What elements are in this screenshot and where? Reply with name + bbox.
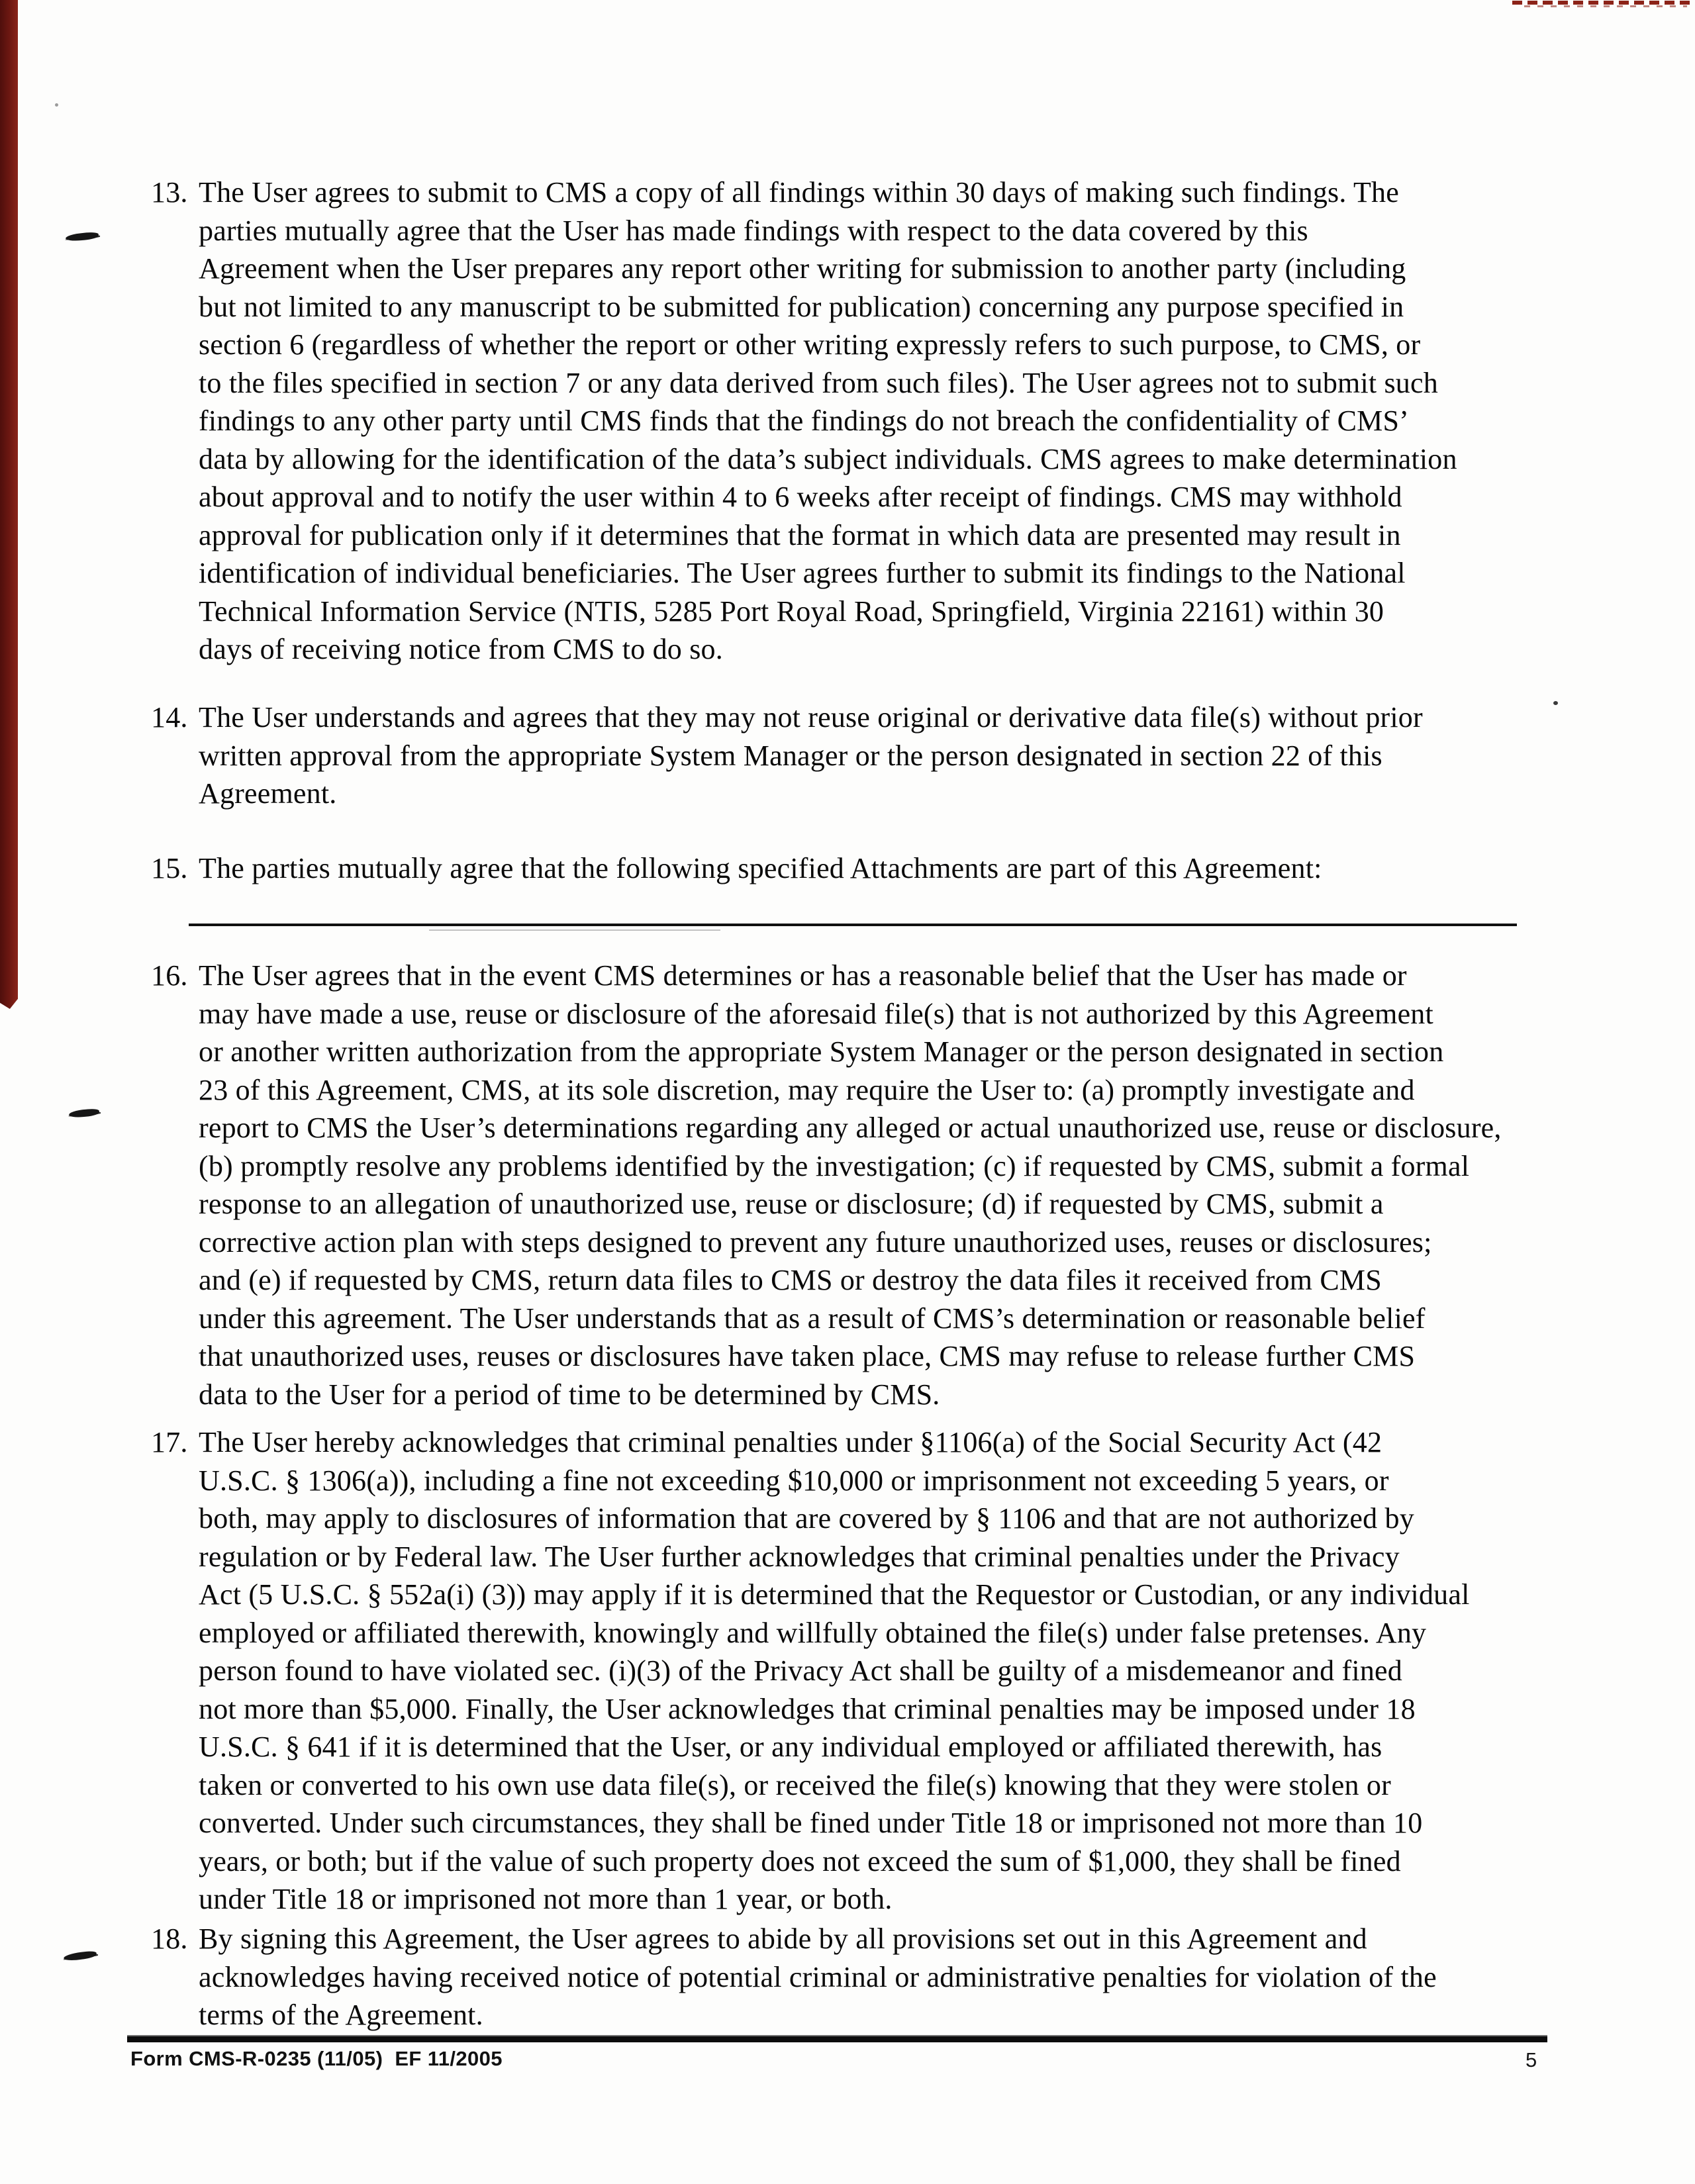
paragraph-line: (b) promptly resolve any problems identified by the investigation; (c) if requested by CMS, submit a formal (199, 1149, 1470, 1182)
paragraph-line: response to an allegation of unauthorized use, reuse or disclosure; (d) if requested by CMS, submit a (199, 1188, 1384, 1220)
paragraph-line: By signing this Agreement, the User agrees to abide by all provisions set out in this Agreement and (199, 1923, 1367, 1955)
paragraph-line: Act (5 U.S.C. § 552a(i) (3)) may apply if it is determined that the Requestor or Custodian, or any individual (199, 1578, 1470, 1611)
paragraph-line: The parties mutually agree that the following specified Attachments are part of this Agreement: (199, 852, 1322, 884)
paragraph-number: 15. (151, 852, 188, 884)
attachments-blank-line (189, 924, 1517, 926)
paragraph-body (199, 849, 1596, 888)
paragraph-line: parties mutually agree that the User has made findings with respect to the data covered by this (199, 214, 1308, 247)
paragraph-body (199, 1920, 1596, 2034)
paragraph-line: that unauthorized uses, reuses or disclosures have taken place, CMS may refuse to release further CMS (199, 1340, 1416, 1372)
paragraph-body (199, 957, 1596, 1413)
footer-rule (127, 2035, 1547, 2042)
paragraph-line: may have made a use, reuse or disclosure of the aforesaid file(s) that is not authorized by this Agreement (199, 997, 1433, 1030)
paragraph-line: but not limited to any manuscript to be submitted for publication) concerning any purpose specified in (199, 290, 1404, 323)
paragraph-number: 14. (151, 701, 188, 734)
footer-form-number: Form CMS-R-0235 (11/05) EF 11/2005 (130, 2047, 503, 2070)
paragraph-line: Agreement when the User prepares any report other writing for submission to another party (including (199, 252, 1406, 285)
paragraph-line: acknowledges having received notice of potential criminal or administrative penalties for violation of the (199, 1960, 1437, 1993)
paragraph-line: under Title 18 or imprisoned not more than 1 year, or both. (199, 1883, 893, 1915)
ink-speck (55, 103, 58, 107)
paragraph-number: 18. (151, 1923, 188, 1955)
paragraph-line: written approval from the appropriate System Manager or the person designated in section 22 of this (199, 739, 1382, 772)
margin-tick-mark-1 (66, 232, 99, 242)
paragraph-line: The User agrees that in the event CMS determines or has a reasonable belief that the User has made or (199, 959, 1407, 992)
paragraph-line: employed or affiliated therewith, knowingly and willfully obtained the file(s) under false pretenses. Any (199, 1616, 1427, 1649)
paragraph-line: or another written authorization from the appropriate System Manager or the person designated in section (199, 1035, 1444, 1068)
left-margin-scan-stripe (0, 0, 18, 1009)
paragraph-14 (151, 698, 1596, 813)
paragraph-line: to the files specified in section 7 or any data derived from such files). The User agrees not to submit such (199, 366, 1438, 399)
top-right-dash-marks-echo (1524, 5, 1687, 7)
paragraph-16 (151, 957, 1596, 1413)
paragraph-number: 16. (151, 959, 188, 992)
attachments-blank-line-echo (429, 929, 720, 931)
paragraph-line: years, or both; but if the value of such property does not exceed the sum of $1,000, they shall be fined (199, 1844, 1401, 1877)
paragraph-17 (151, 1423, 1596, 1919)
paragraph-line: not more than $5,000. Finally, the User acknowledges that criminal penalties may be imposed under 18 (199, 1692, 1416, 1725)
paragraph-line: data to the User for a period of time to be determined by CMS. (199, 1378, 940, 1411)
margin-tick-mark-3 (64, 1950, 97, 1962)
paragraph-body (199, 698, 1596, 813)
paragraph-line: both, may apply to disclosures of information that are covered by § 1106 and that are not authorized by (199, 1502, 1414, 1535)
paragraph-line: The User agrees to submit to CMS a copy of all findings within 30 days of making such findings. The (199, 176, 1399, 209)
paragraph-line: person found to have violated sec. (i)(3) of the Privacy Act shall be guilty of a misdemeanor and fined (199, 1654, 1402, 1687)
paragraph-line: Agreement. (199, 777, 337, 810)
paragraph-line: about approval and to notify the user within 4 to 6 weeks after receipt of findings. CMS may withhold (199, 481, 1402, 513)
paragraph-line: findings to any other party until CMS finds that the findings do not breach the confidentiality of CMS’ (199, 404, 1410, 437)
page-number: 5 (1526, 2048, 1537, 2071)
margin-tick-mark-2 (69, 1108, 100, 1118)
paragraph-15 (151, 849, 1596, 888)
paragraph-line: Technical Information Service (NTIS, 5285 Port Royal Road, Springfield, Virginia 22161) within 30 (199, 594, 1384, 628)
paragraph-line: approval for publication only if it determines that the format in which data are presented may result in (199, 518, 1401, 551)
paragraph-line: converted. Under such circumstances, they shall be fined under Title 18 or imprisoned not more than 10 (199, 1807, 1423, 1839)
paragraph-line: regulation or by Federal law. The User further acknowledges that criminal penalties under the Privacy (199, 1540, 1400, 1573)
paragraph-line: 23 of this Agreement, CMS, at its sole discretion, may require the User to: (a) promptly investigate and (199, 1073, 1415, 1106)
paragraph-body (199, 173, 1596, 669)
paragraph-line: and (e) if requested by CMS, return data files to CMS or destroy the data files it received from CMS (199, 1264, 1382, 1296)
paragraph-line: days of receiving notice from CMS to do so. (199, 633, 723, 665)
paragraph-line: data by allowing for the identification of the data’s subject individuals. CMS agrees to make determination (199, 442, 1457, 475)
paragraph-number: 17. (151, 1426, 188, 1458)
paragraph-line: U.S.C. § 1306(a)), including a fine not exceeding $10,000 or imprisonment not exceeding 5 years, or (199, 1464, 1389, 1497)
paragraph-18 (151, 1920, 1596, 2034)
paragraph-line: report to CMS the User’s determinations regarding any alleged or actual unauthorized use, reuse or disclosure, (199, 1112, 1502, 1144)
paragraph-line: identification of individual beneficiaries. The User agrees further to submit its findings to the National (199, 557, 1406, 589)
paragraph-line: The User understands and agrees that they may not reuse original or derivative data file(s) without prior (199, 701, 1423, 734)
paragraph-line: section 6 (regardless of whether the report or other writing expressly refers to such purpose, to CMS, or (199, 328, 1421, 361)
paragraph-13 (151, 173, 1596, 669)
paragraph-line: corrective action plan with steps designed to prevent any future unauthorized uses, reuses or disclosures; (199, 1225, 1432, 1258)
top-right-dash-marks (1512, 1, 1695, 5)
paragraph-line: under this agreement. The User understands that as a result of CMS’s determination or reasonable belief (199, 1302, 1426, 1335)
paragraph-line: The User hereby acknowledges that criminal penalties under §1106(a) of the Social Security Act (42 (199, 1426, 1382, 1458)
paragraph-line: terms of the Agreement. (199, 1999, 483, 2031)
paragraph-line: taken or converted to his own use data file(s), or received the file(s) knowing that they were stolen or (199, 1768, 1391, 1801)
paragraph-line: U.S.C. § 641 if it is determined that the User, or any individual employed or affiliated therewith, has (199, 1731, 1382, 1763)
paragraph-number: 13. (151, 176, 188, 209)
paragraph-body (199, 1423, 1596, 1919)
